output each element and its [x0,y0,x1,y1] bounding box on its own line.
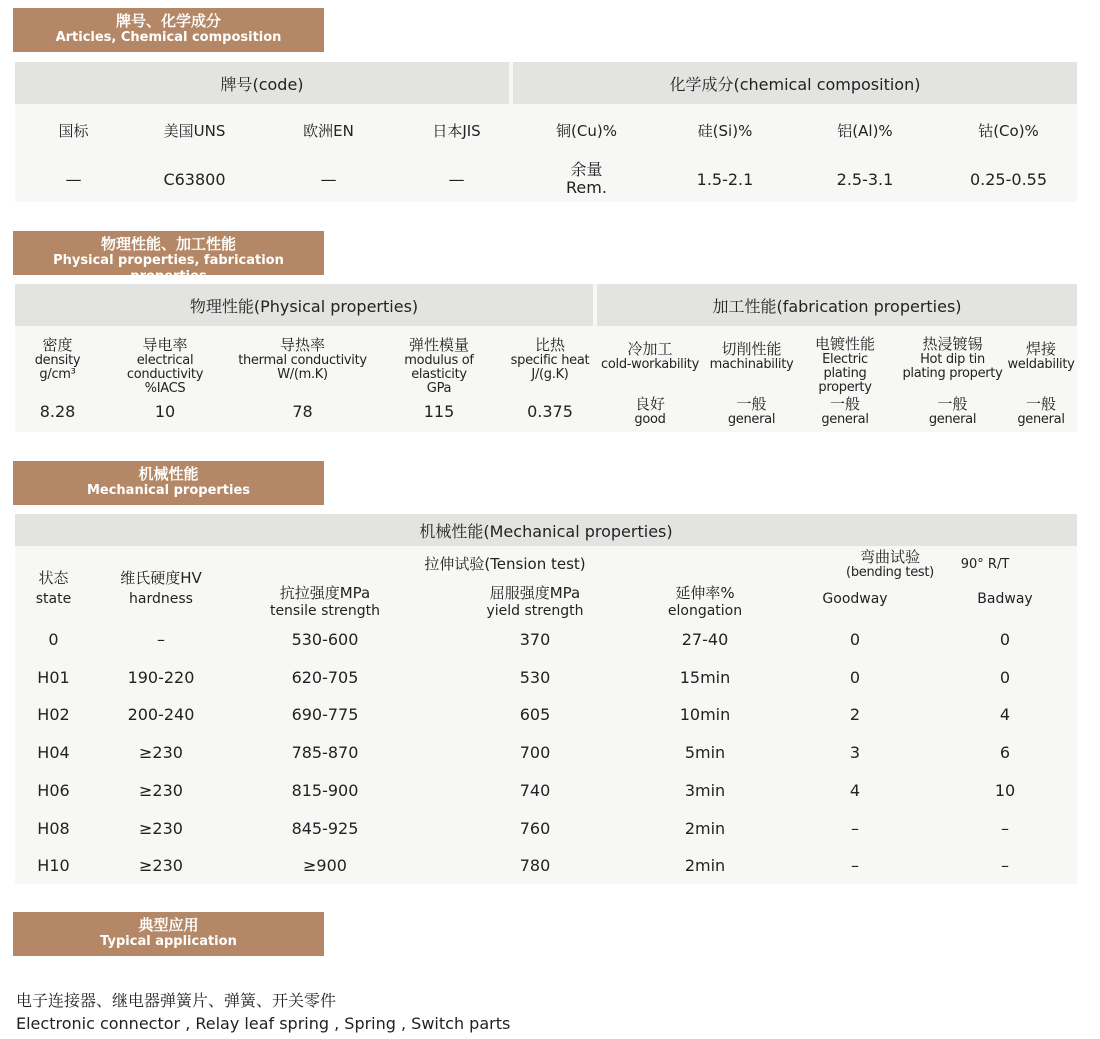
phys-modulus-value: 115 [423,402,455,421]
cell-badway: 0 [999,667,1011,687]
cell-goodway: 3 [849,743,861,763]
cell-tensile: 530-600 [291,630,359,649]
cell-badway: 10 [994,780,1016,800]
table-row [15,772,1077,810]
fab-electroplating: 电镀性能 Electric plating property [814,335,875,395]
banner-title-en: Physical properties, fabrication properties [53,253,284,284]
banner-title-en: Articles, Chemical composition [55,30,282,45]
cell-elongation: 2min [684,856,726,876]
phys-density: 密度 density g/cm³ [34,336,81,382]
cell-state: H02 [37,705,70,725]
banner-title-zh: 牌号、化学成分 [115,12,221,30]
cell-tensile: ≥900 [303,856,347,876]
phys-thermal-value: 78 [292,402,313,421]
cell-tensile: 620-705 [291,667,359,687]
cell-state: H08 [37,818,70,838]
cell-elongation: 5min [684,743,726,763]
cell-yield: 605 [519,705,551,725]
section-banner-application [13,912,324,956]
cell-badway: 4 [999,705,1011,725]
cell-yield: 370 [519,630,551,649]
bending-test-header: 弯曲试验 (bending test) [846,548,934,580]
tension-test-header: 拉伸试验(Tension test) [424,555,586,573]
table-row [15,696,1077,734]
fab-hot-dip-tin: 热浸镀锡 Hot dip tin plating property [902,335,1003,381]
cell-elongation: 2min [684,818,726,838]
val-cu-zh: 余量 [570,160,603,179]
banner-title-zh: 机械性能 [138,465,199,483]
val-al: 2.5-3.1 [836,170,894,189]
banner-title-zh: 物理性能、加工性能 [100,235,236,253]
cell-tensile: 815-900 [291,780,359,800]
cell-goodway: 0 [849,667,861,687]
mechanical-group-header: 机械性能(Mechanical properties) [15,514,1077,546]
cell-state: H04 [37,743,70,763]
val-si: 1.5-2.1 [696,170,754,189]
phys-conductivity-value: 10 [154,402,176,421]
phys-density-value: 8.28 [39,402,76,421]
cell-yield: 700 [519,743,551,763]
cell-goodway: – [851,856,859,876]
fab-machinability: 切削性能 machinability [709,340,794,372]
fab-hot-dip-tin-value: 一般 general [928,395,977,427]
table-row [15,621,1077,659]
physical-group-header: 物理性能(Physical properties) [15,284,593,326]
application-text-en: Electronic connector , Relay leaf spring , Spring , Switch parts [16,1014,511,1033]
cell-goodway: 2 [849,705,861,725]
bending-condition: 90° R/T [960,557,1010,572]
val-co: 0.25-0.55 [969,170,1048,189]
col-al: 铝(Al)% [837,122,893,140]
cell-tensile: 845-925 [291,818,359,838]
val-en: — [320,170,337,189]
cell-goodway: – [851,818,859,838]
cell-hardness: ≥230 [139,818,183,838]
col-si: 硅(Si)% [697,122,753,140]
table-row [15,810,1077,848]
col-yield: 屈服强度MPa yield strength [486,584,584,619]
phys-modulus: 弹性模量 modulus of elasticity GPa [404,336,474,396]
cell-hardness: ≥230 [139,856,183,876]
section-banner-articles [13,8,324,52]
cell-hardness: 190-220 [127,667,195,687]
col-hardness: 维氏硬度HV hardness [120,569,202,607]
val-cu [513,161,660,197]
fab-cold-work-value: 良好 good [634,395,666,427]
col-cu: 铜(Cu)% [556,122,617,140]
cell-elongation: 27-40 [681,630,729,649]
section-banner-mechanical [13,461,324,505]
col-tensile: 抗拉强度MPa tensile strength [269,584,381,619]
banner-title-en: Mechanical properties [86,483,251,498]
cell-state: H10 [37,856,70,876]
cell-yield: 740 [519,780,551,800]
cell-tensile: 690-775 [291,705,359,725]
col-state: 状态 state [35,569,72,607]
fab-cold-work: 冷加工 cold-workability [601,340,699,372]
cell-elongation: 10min [679,705,731,725]
table-row [15,847,1077,885]
cell-tensile: 785-870 [291,743,359,763]
fabrication-group-header: 加工性能(fabrication properties) [597,284,1077,326]
banner-title-en: Typical application [100,934,237,949]
cell-badway: – [1001,856,1009,876]
cell-badway: 6 [999,743,1011,763]
col-en: 欧洲EN [303,122,354,140]
cell-goodway: 0 [849,630,861,649]
banner-title-zh: 典型应用 [138,916,199,934]
cell-hardness: ≥230 [139,780,183,800]
col-goodway: Goodway [822,591,888,607]
cell-yield: 780 [519,856,551,876]
col-badway: Badway [977,591,1033,607]
val-cu-en: Rem. [566,178,607,197]
phys-conductivity: 导电率 electrical conductivity %IACS [126,336,204,396]
cell-hardness: – [157,630,165,649]
fab-machinability-value: 一般 general [727,395,776,427]
fab-weldability: 焊接 weldability [1007,340,1075,372]
section-banner-physical [13,231,324,284]
cell-state: H01 [37,667,70,687]
cell-state: 0 [48,630,59,649]
fab-weldability-value: 一般 general [1017,395,1065,427]
col-jis: 日本JIS [432,122,481,140]
cell-yield: 760 [519,818,551,838]
col-gb: 国标 [58,122,89,140]
col-elongation: 延伸率% elongation [667,584,743,619]
table-row [15,659,1077,697]
cell-yield: 530 [519,667,551,687]
cell-hardness: ≥230 [139,743,183,763]
phys-specific-heat-value: 0.375 [527,402,573,421]
cell-badway: – [1001,818,1009,838]
table-row [15,734,1077,772]
phys-thermal: 导热率 thermal conductivity W/(m.K) [238,336,367,382]
phys-specific-heat: 比热 specific heat J/(g.K) [510,336,590,382]
cell-elongation: 3min [684,780,726,800]
application-text-zh: 电子连接器、继电器弹簧片、弹簧、开关零件 [16,991,337,1010]
fab-electroplating-value: 一般 general [821,395,869,427]
val-jis: — [448,170,465,189]
cell-goodway: 4 [849,780,861,800]
col-uns: 美国UNS [163,122,226,140]
code-group-header: 牌号(code) [15,62,509,104]
cell-elongation: 15min [679,667,731,687]
val-gb: — [65,170,82,189]
chem-group-header: 化学成分(chemical composition) [513,62,1077,104]
cell-badway: 0 [999,630,1011,649]
cell-state: H06 [37,780,70,800]
cell-hardness: 200-240 [127,705,195,725]
val-uns: C63800 [163,170,226,189]
col-co: 钴(Co)% [978,122,1039,140]
